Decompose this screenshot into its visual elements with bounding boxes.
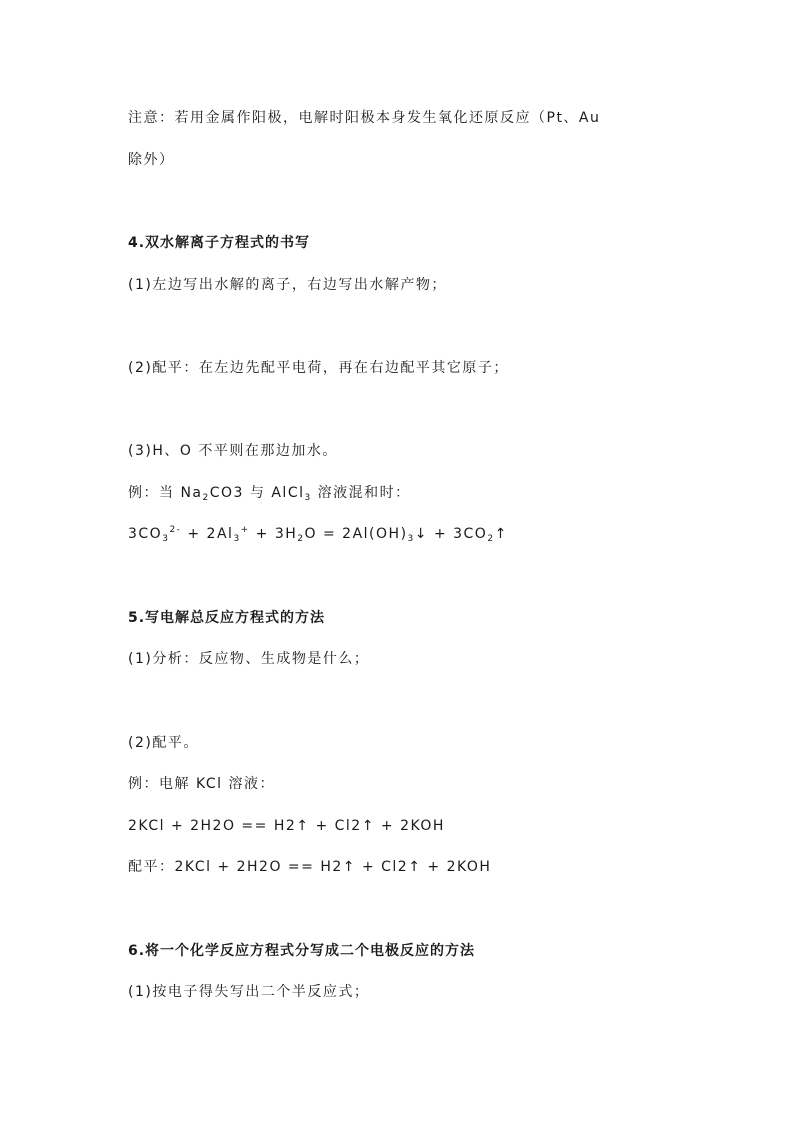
section-4-step-2: (2)配平：在左边先配平电荷，再在右边配平其它原子； — [128, 360, 509, 376]
example-suffix: 溶液混和时： — [311, 485, 411, 501]
section-5-heading: 5.写电解总反应方程式的方法 — [128, 610, 326, 626]
section-5-example: 例：电解 KCl 溶液： — [128, 776, 275, 792]
section-5-step-2: (2)配平。 — [128, 735, 199, 751]
eq-term-2-sup: + — [240, 525, 250, 535]
eq-term-2-sub: 3 — [233, 534, 241, 544]
eq-term-1-sub: 3 — [162, 534, 170, 544]
section-5-equation-2: 配平：2KCl + 2H2O == H2↑ + Cl2↑ + 2KOH — [128, 859, 492, 875]
note-line-2: 除外） — [128, 152, 175, 168]
eq-term-1: 3CO — [128, 526, 163, 542]
example-prefix: 例：当 Na — [128, 485, 203, 501]
section-4-heading: 4.双水解离子方程式的书写 — [128, 235, 311, 251]
eq-term-5: ↓ + 3CO — [414, 526, 488, 542]
example-sub-1: 2 — [202, 493, 210, 503]
eq-term-1-sup: 2- — [169, 525, 182, 535]
eq-term-6: ↑ — [494, 526, 508, 542]
section-5-equation-1: 2KCl + 2H2O == H2↑ + Cl2↑ + 2KOH — [128, 818, 445, 834]
eq-term-4: O = 2Al(OH) — [304, 526, 408, 542]
eq-term-4-sub: 3 — [407, 534, 415, 544]
note-line-1: 注意：若用金属作阳极，电解时阳极本身发生氧化还原反应（Pt、Au — [128, 110, 601, 126]
eq-term-3-sub: 2 — [297, 534, 305, 544]
section-4-step-1: (1)左边写出水解的离子，右边写出水解产物； — [128, 277, 447, 293]
example-mid: CO3 与 AlCl — [209, 485, 305, 501]
example-sub-2: 3 — [304, 493, 312, 503]
section-4-example — [128, 483, 411, 503]
section-6-heading: 6.将一个化学反应方程式分写成二个电极反应的方法 — [128, 943, 476, 959]
section-4-step-3: (3)H、O 不平则在那边加水。 — [128, 443, 338, 459]
section-5-step-1: (1)分析：反应物、生成物是什么； — [128, 651, 370, 667]
eq-term-2: + 2Al — [181, 526, 234, 542]
eq-term-3: + 3H — [249, 526, 298, 542]
section-6-step-1: (1)按电子得失写出二个半反应式； — [128, 984, 370, 1000]
section-4-equation — [128, 524, 508, 544]
eq-term-5-sub: 2 — [487, 534, 495, 544]
